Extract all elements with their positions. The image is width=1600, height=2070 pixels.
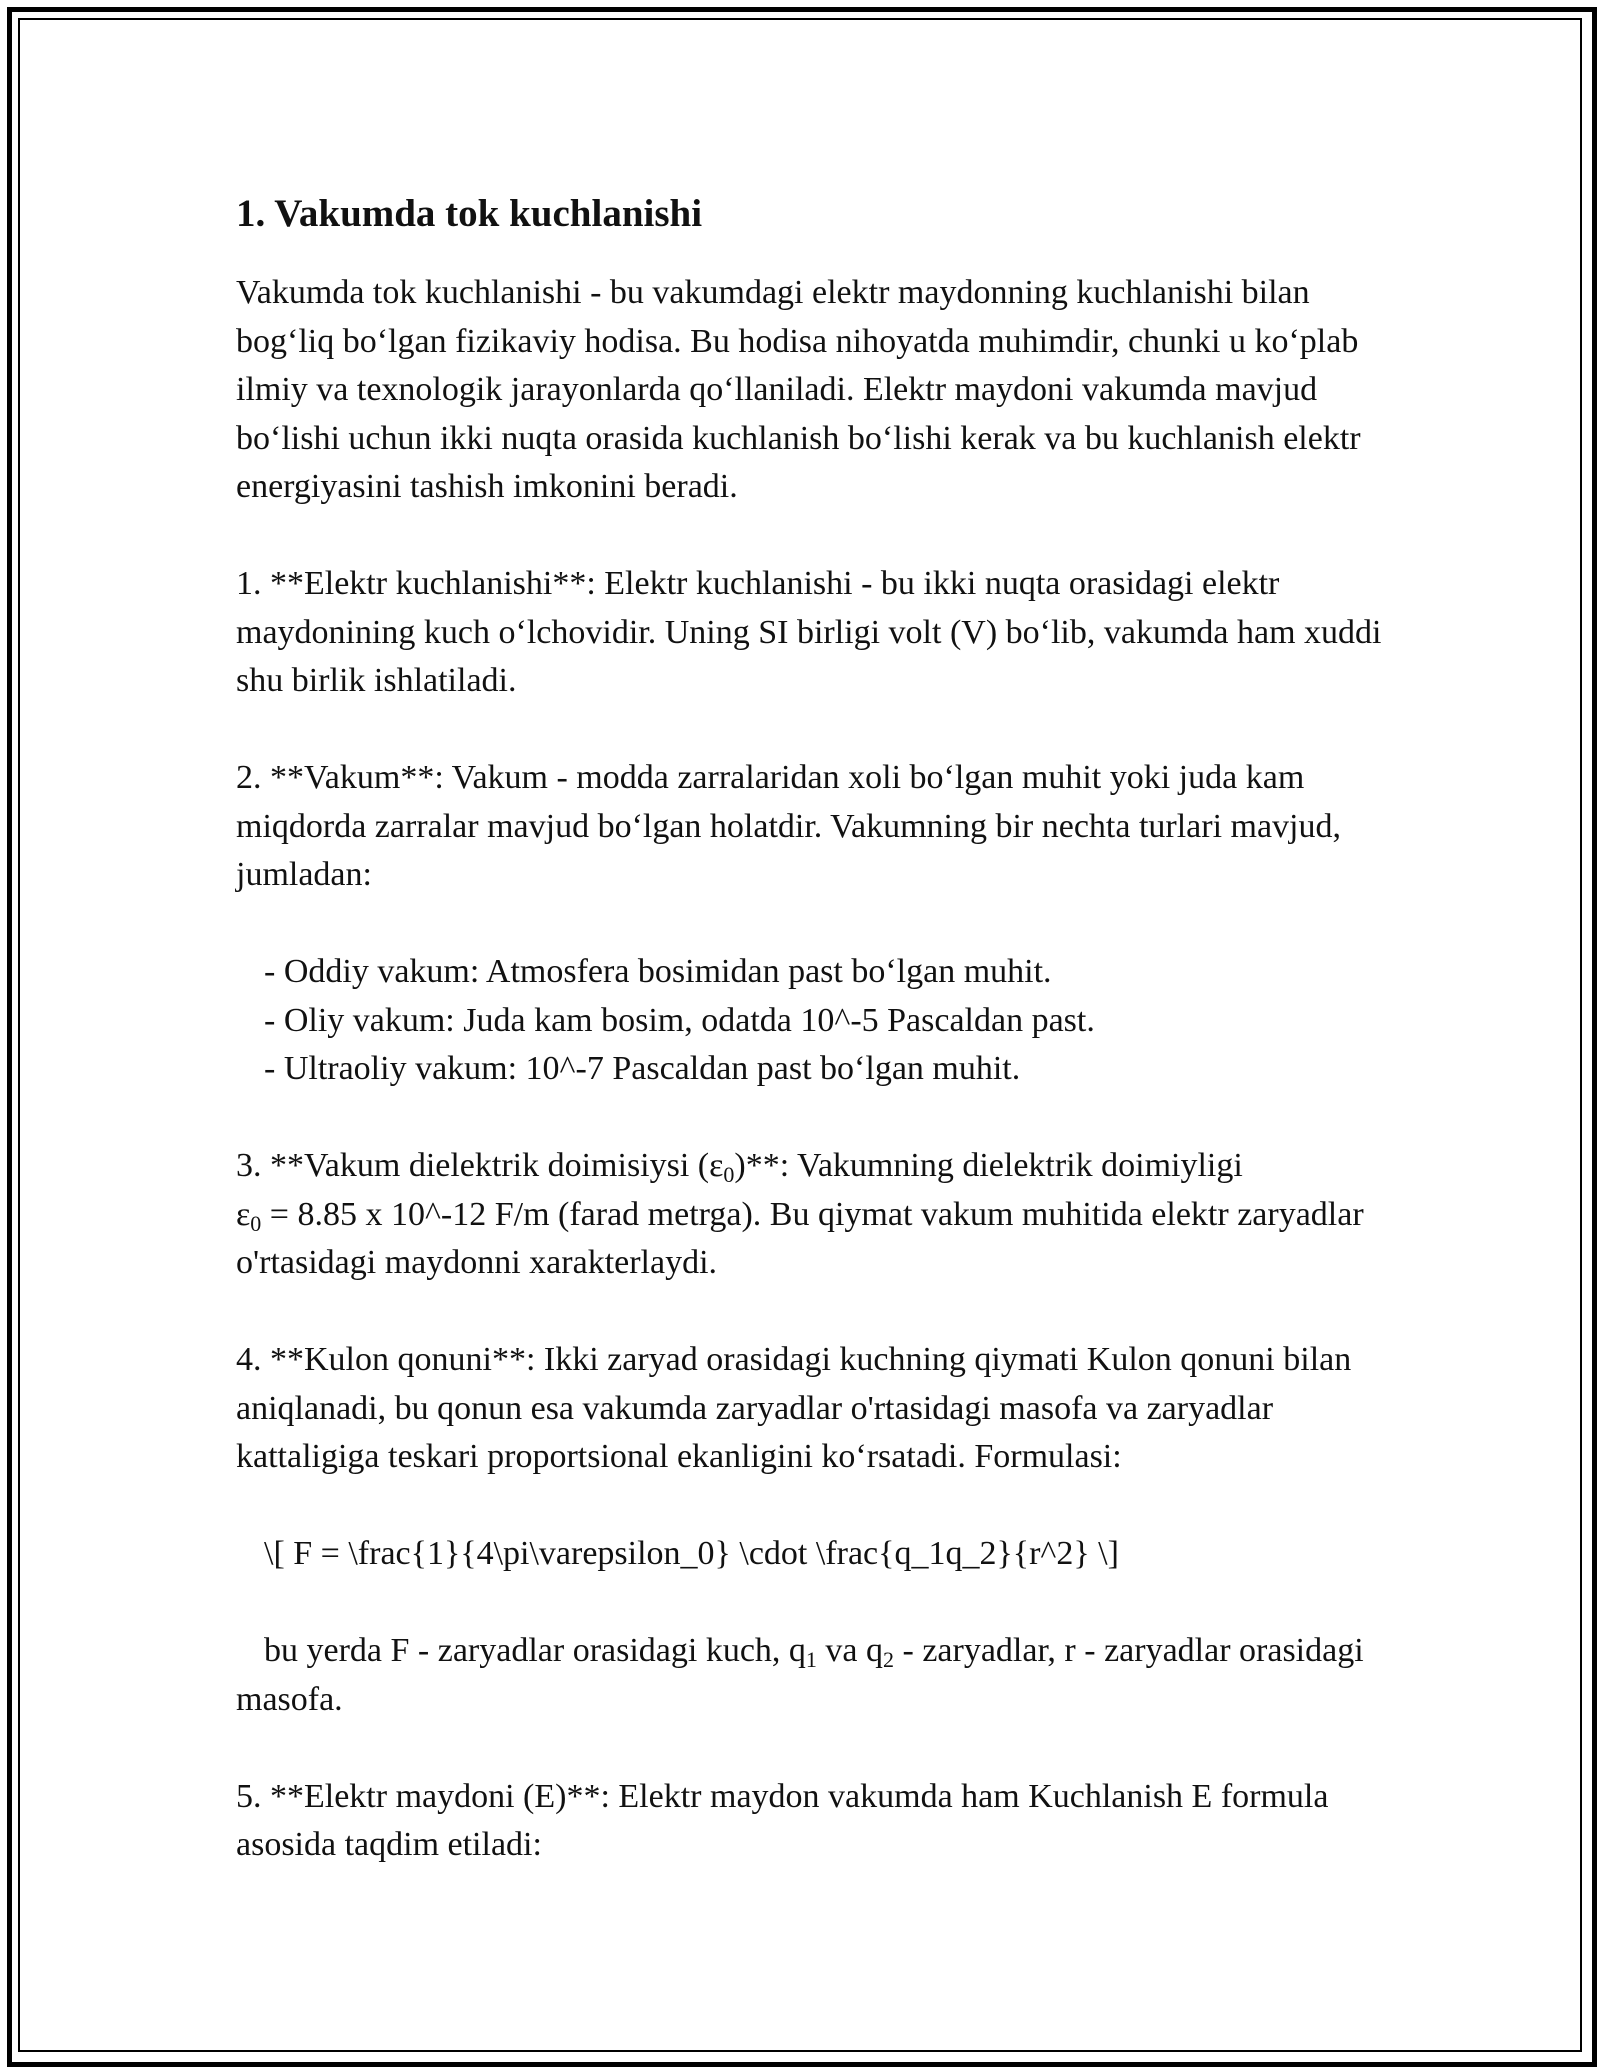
intro-paragraph: Vakumda tok kuchlanishi - bu vakumdagi elektr maydonning kuchlanishi bilan bog‘liq bo‘lgan fizikaviy hodisa. Bu hodisa nihoyatda muhimdir, chunki u ko‘plab ilmiy va texnologik jarayonlarda qo‘llaniladi. Elektr maydoni vakumda mavjud bo‘lishi uchun ikki nuqta orasida kuchlanish bo‘lishi kerak va bu kuchlanish elektr energiyasini tashish imkonini beradi. <box>236 274 1361 505</box>
formula-explanation: bu yerda F - zaryadlar orasidagi kuch, $q_1$ va $q_2$ - zaryadlar, r - zaryadlar orasidagi masofa. <box>236 1632 1364 1718</box>
item-dielectric-constant: 3. **Vakum dielektrik doimisiysi $(\varepsilon_0)**$: Vakumning dielektrik doimiyligi $\varepsilon_0 = 8.85$ x 10^-12 F/m (farad metrga). Bu qiymat vakum muhitida elektr zaryadlar o'rtasidagi maydonni xarakterlaydi. <box>236 1147 1364 1281</box>
section-heading: 1. Vakumda tok kuchlanishi <box>236 192 703 235</box>
item-electric-voltage: 1. **Elektr kuchlanishi**: Elektr kuchlanishi - bu ikki nuqta orasidagi elektr maydonining kuch o‘lchovidir. Uning SI birligi volt (V) bo‘lib, vakumda ham xuddi shu birlik ishlatiladi. <box>236 565 1382 699</box>
document-body <box>236 190 1396 1918</box>
coulomb-formula: \[ F = \frac{1}{4\pi\varepsilon_0} \cdot \frac{q_1q_2}{r^2} \] <box>264 1535 1119 1572</box>
item-coulomb-law: 4. **Kulon qonuni**: Ikki zaryad orasidagi kuchning qiymati Kulon qonuni bilan aniqlanadi, bu qonun esa vakumda zaryadlar o'rtasidagi masofa va zaryadlar kattaligiga teskari proportsional ekanligini ko‘rsatadi. Formulasi: <box>236 1341 1352 1475</box>
item-electric-field: 5. **Elektr maydoni (E)**: Elektr maydon vakumda ham Kuchlanish E formula asosida taqdim etiladi: <box>236 1777 1329 1863</box>
list-item: - Ultraoliy vakum: 10^-7 Pascaldan past bo‘lgan muhit. <box>264 1050 1021 1087</box>
item-vacuum: 2. **Vakum**: Vakum - modda zarralaridan xoli bo‘lgan muhit yoki juda kam miqdorda zarralar mavjud bo‘lgan holatdir. Vakumning bir nechta turlari mavjud, jumladan: <box>236 759 1341 893</box>
list-item: - Oddiy vakum: Atmosfera bosimidan past bo‘lgan muhit. <box>264 953 1052 990</box>
list-item: - Oliy vakum: Juda kam bosim, odatda 10^-5 Pascaldan past. <box>264 1001 1095 1039</box>
vacuum-types-list <box>236 948 1396 1094</box>
